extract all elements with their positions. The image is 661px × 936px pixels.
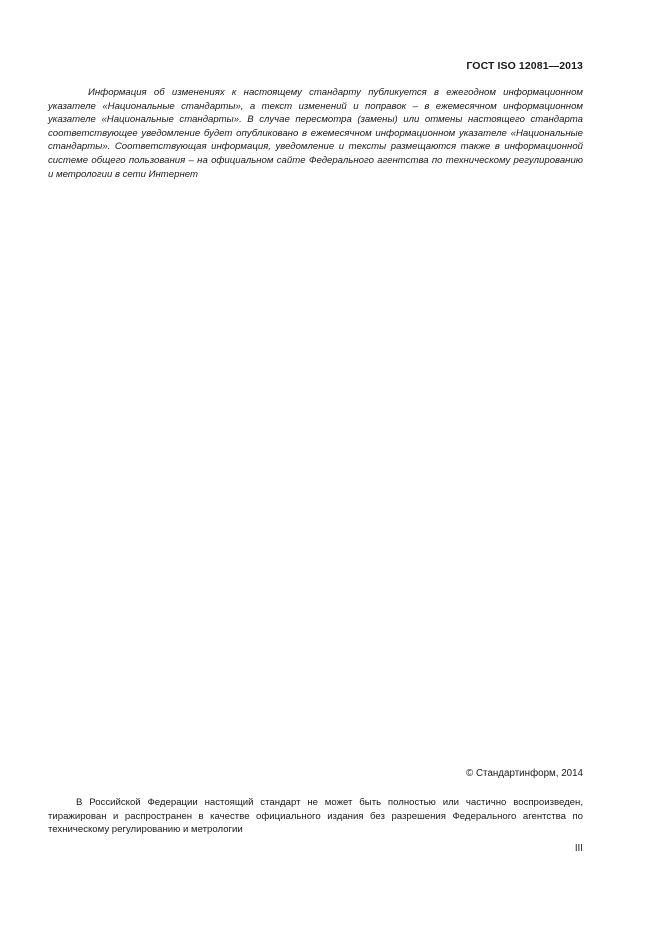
copyright-line: © Стандартинформ, 2014 (466, 768, 583, 779)
reproduction-notice-paragraph: В Российской Федерации настоящий стандарт не может быть полностью или частично воспроизведен, тиражирован и распространен в качестве официального издания без разрешения Федерального агентства по техническому регулированию и метрологии (48, 797, 583, 836)
changes-notice-paragraph: Информация об изменениях к настоящему стандарту публикуется в ежегодном информационном указателе «Национальные стандарты», а текст изменений и поправок – в ежемесячном информационном указателе «Национальные стандарты». В случае пересмотра (замены) или отмены настоящего стандарта соответствующее уведомление будет опубликовано в ежемесячном информационном указателе «Национальные стандарты». Соответствующая информация, уведомление и тексты размещаются также в информационной системе общего пользования – на официальном сайте Федерального агентства по техническому регулированию и метрологии в сети Интернет (48, 87, 583, 180)
standard-code-header: ГОСТ ISO 12081—2013 (466, 60, 583, 72)
page-number: III (574, 843, 583, 854)
